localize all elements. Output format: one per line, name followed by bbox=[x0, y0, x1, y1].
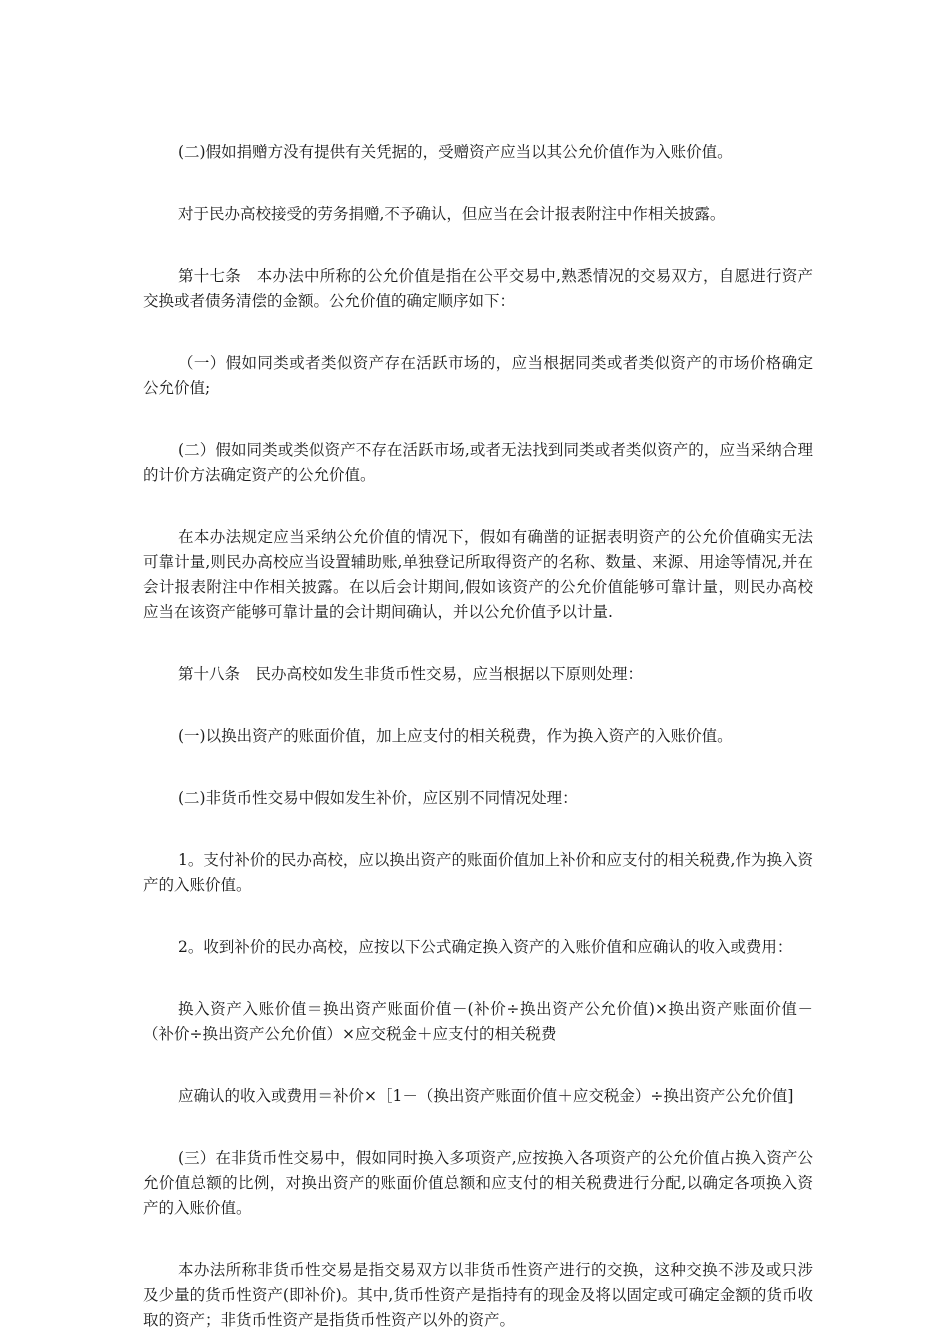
paragraph: 1。支付补价的民办高校，应以换出资产的账面价值加上补价和应支付的相关税费,作为换入资产的入账价值。 bbox=[143, 851, 813, 894]
paragraph: (一)以换出资产的账面价值，加上应支付的相关税费，作为换入资产的入账价值。 bbox=[178, 727, 733, 745]
formula-paragraph: 换入资产入账价值＝换出资产账面价值－(补价÷换出资产公允价值)×换出资产账面价值－（补价÷换出资产公允价值）×应交税金＋应支付的相关税费 bbox=[143, 1000, 813, 1043]
paragraph: 本办法所称非货币性交易是指交易双方以非货币性资产进行的交换，这种交换不涉及或只涉及少量的货币性资产(即补价)。其中,货币性资产是指持有的现金及将以固定或可确定金额的货币收取的资产；非货币性资产是指货币性资产以外的资产。 bbox=[143, 1261, 813, 1329]
paragraph: (三）在非货币性交易中，假如同时换入多项资产,应按换入各项资产的公允价值占换入资产公允价值总额的比例，对换出资产的账面价值总额和应支付的相关税费进行分配,以确定各项换入资产的入账价值。 bbox=[143, 1149, 813, 1217]
paragraph: (二）假如同类或类似资产不存在活跃市场,或者无法找到同类或者类似资产的，应当采纳合理的计价方法确定资产的公允价值。 bbox=[143, 441, 813, 484]
article-18-paragraph: 第十八条 民办高校如发生非货币性交易，应当根据以下原则处理： bbox=[178, 665, 644, 683]
paragraph: （一）假如同类或者类似资产存在活跃市场的，应当根据同类或者类似资产的市场价格确定公允价值; bbox=[143, 354, 813, 397]
paragraph: (二)非货币性交易中假如发生补价，应区别不同情况处理： bbox=[178, 789, 578, 807]
article-17-paragraph: 第十七条 本办法中所称的公允价值是指在公平交易中,熟悉情况的交易双方，自愿进行资产交换或者债务清偿的金额。公允价值的确定顺序如下： bbox=[143, 267, 813, 310]
paragraph: 2。收到补价的民办高校，应按以下公式确定换入资产的入账价值和应确认的收入或费用： bbox=[178, 938, 793, 956]
formula-paragraph: 应确认的收入或费用＝补价×［1－（换出资产账面价值＋应交税金）÷换出资产公允价值] bbox=[178, 1087, 794, 1105]
document-body bbox=[143, 140, 813, 1333]
paragraph: 对于民办高校接受的劳务捐赠,不予确认，但应当在会计报表附注中作相关披露。 bbox=[178, 205, 726, 223]
paragraph: 在本办法规定应当采纳公允价值的情况下，假如有确凿的证据表明资产的公允价值确实无法可靠计量,则民办高校应当设置辅助账,单独登记所取得资产的名称、数量、来源、用途等情况,并在会计报表附注中作相关披露。在以后会计期间,假如该资产的公允价值能够可靠计量，则民办高校应当在该资产能够可靠计量的会计期间确认，并以公允价值予以计量. bbox=[143, 528, 813, 621]
paragraph: (二)假如捐赠方没有提供有关凭据的，受赠资产应当以其公允价值作为入账价值。 bbox=[178, 143, 733, 161]
